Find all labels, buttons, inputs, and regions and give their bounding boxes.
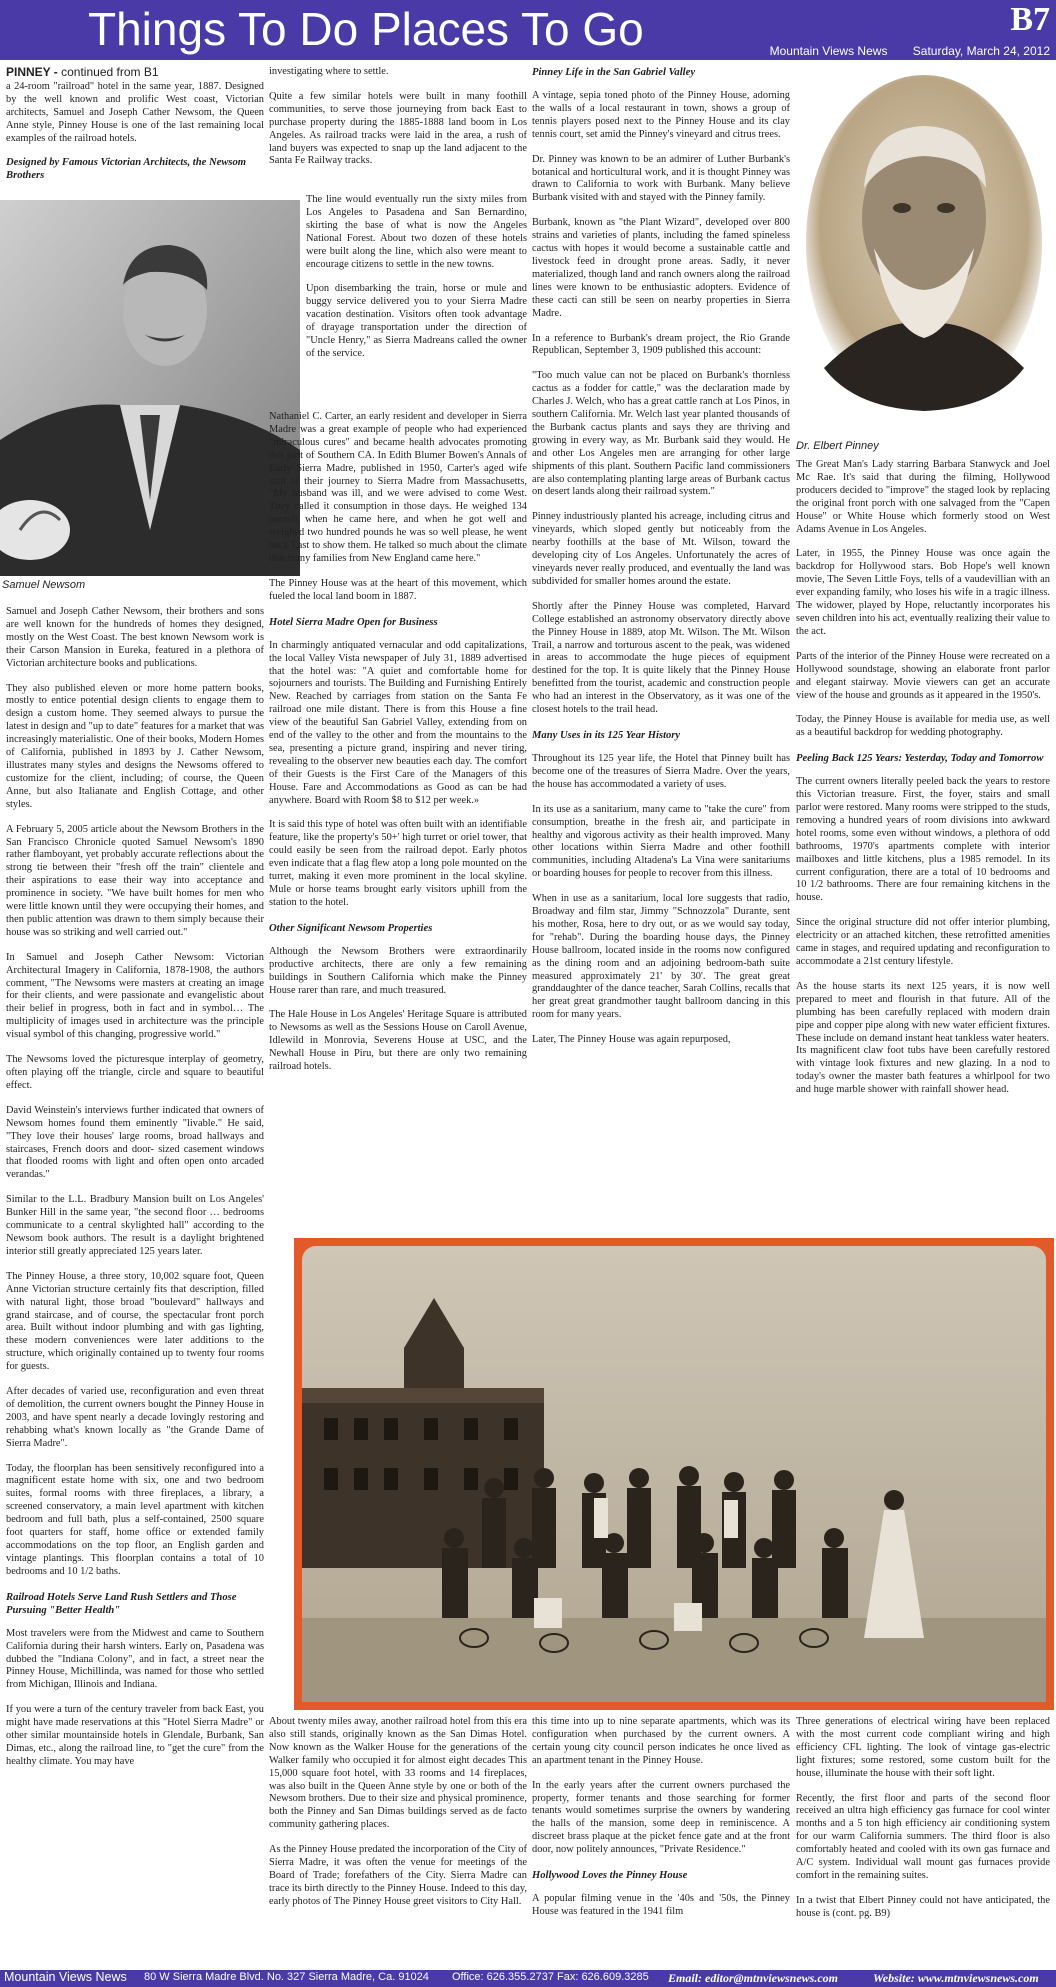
article-paragraph: Today, the Pinney House is available for media use, as well as a beautiful backdrop for wedding photography. [796, 714, 1050, 739]
article-paragraph: "Too much value can not be placed on Burbank's thornless cactus as a fodder for cattle," was the declaration made by Charles J. Welch, who has a great cattle ranch at Los Pinos, in southern California. Mr. Welch last year planted thousands of the Burbank cactus plants and says they are thriving and growing in every way, as Mr. Burbank said they would. He and other Los Angeles men are arranging for other large shipments of this plant. Southern Pacific land commissioners are also contemplating planting large areas of Burbank cactus on desert lands along their railroad system." [532, 370, 790, 498]
article-paragraph: Pinney industriously planted his acreage, including citrus and vineyards, which sloped gently but noticeably from the nearby foothills at the base of Mt. Wilson, toward the developing city of Los Angeles. Unfortunately the acres of vineyards never really produced, and eventually the land was subdivided for smaller homes around the estate. [532, 511, 790, 587]
article-paragraph: Its magnificent claw foot tubs have been carefully restored with vintage look fixtures and new glazing. In a nod to today's owner the master bath features a whirlpool for two and huge marble shower with rainfall shower head. [796, 1045, 1050, 1096]
footer-address: 80 W Sierra Madre Blvd. No. 327 Sierra Madre, Ca. 91024 [144, 1971, 429, 1983]
article-paragraph: As the house starts its next 125 years, it is now well prepared to meet and flourish in that future. All of the plumbing has been carefully replaced with modern drain pipe and copper pipe along with new water efficient fixtures. These include on demand instant heat tankless water heaters. [796, 980, 1050, 1044]
subheading: Railroad Hotels Serve Land Rush Settlers and Those Pursuing "Better Health" [6, 1591, 237, 1616]
article-paragraph: The current owners literally peeled back the years to restore this Victorian treasure. First, the foyer, stairs and small parlor were restored. Many rooms were stripped to the studs, removing a hundred years of room divisions into awkward hotel rooms, some even without windows, a plethora of odd bathrooms, 1970's apartments complete with interior mailboxes and little kitchens, plus a 1985 remodel. In its current configuration, there are a total of 10 bedrooms and 10 1/2 bathrooms. There are four remaining kitchens in the house. [796, 776, 1050, 904]
article-paragraph: investigating where to settle. [269, 66, 389, 77]
page-label: B7 [1010, 1, 1050, 38]
publication-name: Mountain Views News [769, 44, 888, 58]
article-paragraph: In a reference to Burbank's dream project, the Rio Grande Republican, September 3, 1909 published this account: [532, 332, 790, 357]
photo-caption: Samuel Newsom [2, 579, 86, 591]
article-paragraph: Most travelers were from the Midwest and came to Southern California during their harsh winters. Early on, Pasadena was dubbed the "Indiana Colony", and in fact, a street near the Pinney House, Michillinda, was named for those who settled from Michigan, Illinois and Indiana. [6, 1627, 264, 1691]
issue-date: Saturday, March 24, 2012 [912, 44, 1050, 58]
footer-bar [0, 1970, 1056, 1987]
article-paragraph: a 24-room "railroad" hotel in the same year, 1887. Designed by the well known and prolific West coast, Victorian architects, Samuel and Joseph Cather Newsom, the Queen Anne style, Pinney House is one of the last remaining local examples of the railroad hotels. [6, 80, 264, 144]
article-paragraph: Shortly after the Pinney House was completed, Harvard College established an astronomy observatory directly above the Pinney House in 1889, atop Mt. Wilson. The Mt. Wilson Trail, a narrow and torturous ascent to the peak, was widened in areas to accommodate the huge pieces of equipment destined for the top. It is quite likely that the Pinney House benefitted from the tourist, academic and construction people who had an interest in the Observatory, as it was one of the closest hotels to the trail head. [532, 600, 790, 716]
article-paragraph: The line would eventually run the sixty miles from Los Angeles to Pasadena and San Bernardino, skirting the base of what is now the Angeles National Forest. About two dozen of these hotels were built along the line, which also were meant to encourage citizens to settle in the new towns. [306, 194, 527, 270]
article-paragraph: They also published eleven or more home pattern books, mostly to entice potential design clients to engage them to design a custom home. They seemed always to pursue the latest in design and "up to date" features for a market that was increasingly materialistic. One of their books, Modern Homes of California, published in 1893 by J. Cather Newsom, illustrates many styles and designs the Newsoms offered to customize for the client, including; of course, the Queen Anne, but also Italianate and English Cottage, and other styles. [6, 682, 264, 810]
masthead-subline [748, 44, 1050, 58]
article-paragraph: Today, the floorplan has been sensitively reconfigured into a magnificent estate home with six, one and two bedroom suites, formal rooms with three fireplaces, a library, a screened conservatory, a main level apartment with kitchen bedroom and full bath, plus a self-contained, 2500 square foot quarters for staff, home office or extended family accommodations on the top floor, an English garden and vintage plantings. This floorplan contains a total of 10 bedrooms and 10 1/2 baths. [6, 1462, 264, 1577]
column-2-main [269, 411, 527, 1235]
article-paragraph: In the early years after the current owners purchased the property, former tenants and those searching for former tenants would sometimes surprise the owners by wandering the halls of the mansion, some deep in reminiscence. A discreet brass plaque at the picket fence gate and at the front door, now politely announces, "Private Residence." [532, 1779, 790, 1856]
article-paragraph: In a twist that Elbert Pinney could not have anticipated, the house is (cont. pg. B9) [796, 1894, 1050, 1919]
column-2-narrow [306, 194, 527, 428]
article-paragraph: A popular filming venue in the '40s and '50s, the Pinney House was featured in the 1941 film [532, 1893, 790, 1917]
footer-publication: Mountain Views News [4, 1970, 127, 1984]
column-3-main [532, 66, 790, 1234]
column-4-bottom [796, 1716, 1050, 1966]
footer-email[interactable]: Email: editor@mtnviewsnews.com [668, 1971, 838, 1985]
article-paragraph: It is said this type of hotel was often built with an identifiable feature, like the property's 50+' high turret or oriel tower, that could easily be seen from the railroad depot. Early photos even indicate that a flag flew atop a long pole mounted on the turret, making it even more prominent in the local skyline. Mule or horse teams brought early visitors uphill from the station to the hotel. [269, 819, 527, 908]
column-4-main [796, 459, 1050, 1235]
article-paragraph: If you were a turn of the century traveler from back East, you might have made reservations at this "Hotel Sierra Madre" or other similar mountainside hotels in Glendale, Burbank, San Dimas, etc., along the railroad line, to "get the cure" from the healthy climate. You may have [6, 1704, 264, 1767]
article-paragraph: Dr. Pinney was known to be an admirer of Luther Burbank's botanical and horticultural work, and it is thought Pinney was drawn to California to work with Burbank. Many believe Burbank visited with and stayed with the Pinney family. [532, 153, 790, 204]
column-2-bottom [269, 1716, 527, 1966]
subheading: Peeling Back 125 Years: Yesterday, Today and Tomorrow [796, 753, 1044, 765]
article-paragraph: Samuel and Joseph Cather Newsom, their brothers and sons are well known for the hundreds of homes they designed, mostly on the West Coast. The best known Newsom work is their Carson Mansion in Eureka, featured in a plethora of Victorian architecture books and publications. [6, 606, 264, 669]
article-paragraph: Burbank, known as "the Plant Wizard", developed over 800 strains and varieties of plants, including the famed spineless cactus with hopes it would become a sustainable cattle and livestock feed in drought prone areas. Sadly, it never materialized, though land and ranch owners along the railroad lines were known to be enthusiastic adopters. Evidence of these cacti can still be seen on nearby properties in Sierra Madre. [532, 217, 790, 319]
article-paragraph: The Great Man's Lady starring Barbara Stanwyck and Joel Mc Rae. It's said that during the filming, Hollywood producers decided to "improve" the staged look by replacing the original front porch with one salvaged from the "Capen House" or White House which formerly stood on West Adams Avenue in Los Angeles. [796, 459, 1050, 535]
subheading: Designed by Famous Victorian Architects, the Newsom Brothers [6, 157, 247, 182]
masthead [0, 0, 1056, 60]
pinney-house-group-photo [294, 1238, 1054, 1710]
article-paragraph: Three generations of electrical wiring have been replaced with the most current code compliant wiring and high efficiency CFL lighting. The look of vintage gas-electric light fixtures; some restored, some custom built for the house, illuminate the house with their soft light. [796, 1716, 1050, 1779]
article-paragraph: The Newsoms loved the picturesque interplay of geometry, often playing off the triangle, circle and square to beautiful effect. [6, 1054, 264, 1091]
article-paragraph: Since the original structure did not offer interior plumbing, electricity or an attached kitchen, these retrofitted amenities came in stages, and required updating and reconfiguration to accommodate a 21st century lifestyle. [796, 917, 1050, 967]
article-paragraph: Later, in 1955, the Pinney House was once again the backdrop for Hollywood stars. Bob Hope's well known movie, The Seven Little Foys, tells of a vaudevillian with an ever expanding family, who loses his wife in a tragic illness. The widower, played by Hope, reluctantly incorporates his seven children into his act, eventually realizing their value to the act. [796, 548, 1050, 637]
column-3-bottom [532, 1716, 790, 1966]
article-paragraph: A vintage, sepia toned photo of the Pinney House, adorning the walls of a local restaurant in town, shows a group of tennis players posed next to the Pinney House and its clay tennis court, set amid the Pinney's vineyard and citrus trees. [532, 90, 790, 140]
article-paragraph: The Hale House in Los Angeles' Heritage Square is attributed to Newsoms as well as the Sessions House on Caroll Avenue, Idlewild in Monrovia, Severens House at USC, and the Newhall House in Piru, but there are only two remaining railroad hotels. [269, 1009, 527, 1073]
article-paragraph: Similar to the L.L. Bradbury Mansion built on Los Angeles' Bunker Hill in the same year, "the second floor … bedrooms communicate to a central skylighted hall" according to the Newsom book authors. The result is a daylight brightened interior still greatly appreciated 125 years later. [6, 1194, 264, 1257]
column-1-bottom [6, 606, 264, 1966]
continuation-label: PINNEY - [6, 66, 62, 79]
article-paragraph: Quite a few similar hotels were built in many foothill communities, to serve those journeying from back East to purchase property during the 1885-1888 land boom in Los Angeles. As railroad tracks were laid in the area, a rush of land buyers was expected to snap up the land adjacent to the Santa Fe Railway tracks. [269, 90, 527, 167]
article-paragraph: Recently, the first floor and parts of the second floor received an ultra high efficiency gas furnace for cool winter months and a 5 ton high efficiency air conditioning system for our warm California summers. The third floor is also comfortably heated and cooled with its own gas furnace and A/C system. Individual wall mount gas furnaces provide comfort in the remaining suites. [796, 1792, 1050, 1881]
article-paragraph: About twenty miles away, another railroad hotel from this era also still stands, originally known as the San Dimas Hotel. Now known as the Walker House for the generations of the Walker family who occupied it for almost eight decades This 15,000 square foot hotel, with 33 rooms and 14 fireplaces, was also built in the Queen Anne style by one or both of the Newsom brothers. Due to their size and physical prominence, both the Pinney and San Dimas buildings served as de facto community gathering places. [269, 1716, 527, 1831]
subheading: Many Uses in its 125 Year History [532, 729, 681, 741]
subheading: Pinney Life in the San Gabriel Valley [532, 67, 696, 78]
samuel-newsom-photo [0, 200, 300, 576]
article-paragraph: Upon disembarking the train, horse or mule and buggy service delivered you to your Sierra Madre vacation destination. Visitors often took advantage of drayage transportation under the direction of "Uncle Henry," as Sierra Madreans called the owner of the service. [306, 283, 527, 359]
article-paragraph: A February 5, 2005 article about the Newsom Brothers in the San Francisco Chronicle quoted Samuel Newsom's 1890 rather flamboyant, yet probably accurate reflections about the strong tie between their "fresh off the train" clientele and their aspirations to ease their way into acceptance and prominence in society. "We have built homes for men who were little known until they were occupying their homes, and then public attention was drawn to them simply because their house was so striking and well carried out." [6, 823, 264, 938]
article-paragraph: When in use as a sanitarium, local lore suggests that radio, Broadway and film star, Jimmy "Schnozzola" Durante, sent his mother, Rosa, here to dry out, or as we would say today, for "rehab". During the boarding house days, the Pinney House ballroom, located inside in the rooms now configured as the dining room and an adjoining bedroom-bath suite measured approximately 21' by 30'. The great great granddaughter of the dance teacher, Sarah Collins, recalls that her great great grandmother taught ballroom dancing in this room for many years. [532, 893, 790, 1021]
article-paragraph: In charmingly antiquated vernacular and odd capitalizations, the local Valley Vista newspaper of July 31, 1889 advertised that the hotel was: "A quiet and comfortable home for sojourners and tourists. The Building and Furnishing Entirely New. Reached by carriages from station on the Santa Fe railroad one mile distant. There is from this House a fine view of the beautiful San Gabriel Valley, extending from on end of the valley to the other and from the mountains to the sea, presenting a picture grand, inspiring and never tiring, revealing to the observer new beauties each day. The comfort of their Guests is the First Care of the Managers of this House. Fare and Accommodations as Good as can be had anywhere. Board with Room $8 to $12 per week.» [269, 639, 527, 806]
photo-caption: Dr. Elbert Pinney [796, 440, 879, 452]
article-paragraph: In its use as a sanitarium, many came to "take the cure" from consumption, breathe in the fresh air, and participate in healthy and vigorous activity as their health improved. Many other locations within Sierra Madre and other foothill communities, including Altadena's La Vina were sanitariums or boarding houses for people to recover from this illness. [532, 803, 790, 880]
column-2-top [269, 66, 527, 214]
article-paragraph: Parts of the interior of the Pinney House were recreated on a Hollywood soundstage, showing an elaborate front parlor and elegant stairway. Movie viewers can get an accurate view of the house and grounds as it appeared in the 1950's. [796, 650, 1050, 701]
subheading: Other Significant Newsom Properties [269, 922, 433, 934]
article-paragraph: The Pinney House was at the heart of this movement, which fueled the local land boom in 1887. [269, 577, 527, 602]
article-paragraph: Later, The Pinney House was again repurposed, [532, 1034, 731, 1046]
footer-phone: Office: 626.355.2737 Fax: 626.609.3285 [452, 1971, 649, 1983]
subheading: Hotel Sierra Madre Open for Business [269, 616, 438, 628]
subheading: Hollywood Loves the Pinney House [532, 1870, 688, 1882]
article-paragraph: As the Pinney House predated the incorporation of the City of Sierra Madre, it was often the venue for meetings of the Board of Trade; forefathers of the City. Sierra Madre can trace its birth directly to the Pinney House. Indeed to this day, early photos of The Pinney House greet visitors to City Hall. [269, 1844, 527, 1907]
elbert-pinney-photo [794, 68, 1054, 432]
article-paragraph: this time into up to nine separate apartments, which was its configuration when purchased by the current owners. A certain young city council person indicates he once lived as an apartment tenant in the Pinney House. [532, 1716, 790, 1766]
section-title: Things To Do Places To Go [88, 3, 644, 55]
continuation-ref: continued from B1 [61, 66, 159, 79]
article-paragraph: The Pinney House, a three story, 10,002 square foot, Queen Anne Victorian structure certainly fits that description, filled with natural light, those broad "boulevard" hallways and grand staircase, and of course, the spectacular front porch area. Built without indoor plumbing and with gas lighting, these modern conveniences were later additions to the structure, which originally contained up to twenty four rooms for guests. [6, 1270, 264, 1373]
article-paragraph: Nathaniel C. Carter, an early resident and developer in Sierra Madre was a great example of people who had experienced "miraculous cures" and became health advocates promoting this part of Southern CA. In Edith Blumer Bowen's Annals of Early Sierra Madre, published in 1950, Carter's aged wife said of their journey to Sierra Madre from Massachusetts, "My husband was ill, and we were advised to come West. They called it consumption in those days. He weighed 134 pounds when he came here, and when he got well and weighed two hundred pounds he was so well please, he went back East to show them. He talked so much about the climate that many families from New England came here." [269, 411, 527, 564]
footer-website[interactable]: Website: www.mtnviewsnews.com [873, 1971, 1039, 1985]
article-paragraph: In Samuel and Joseph Cather Newsom: Victorian Architectural Imagery in California, 1878-1908, the authors comment, "The Newsoms were masters at creating an image for their clients, and were passionate and evangelistic about their belief in progress, both in fact and in symbol… The multiplicity of images used in architecture was the principle visual symbol of this changing, progressive world." [6, 951, 264, 1041]
column-1-top [6, 66, 264, 196]
article-paragraph: Although the Newsom Brothers were extraordinarily productive architects, there are only a few remaining buildings in Southern California which make the Pinney House rarer than rare, and much treasured. [269, 945, 527, 996]
article-paragraph: David Weinstein's interviews further indicated that owners of Newsom homes found them eminently "livable." He said, "They love their houses' large rooms, broad hallways and staircases, French doors and door- sized casement windows that flooded rooms with light and often open onto arcaded verandas." [6, 1104, 264, 1181]
article-paragraph: Throughout its 125 year life, the Hotel that Pinney built has become one of the treasures of Sierra Madre. Over the years, the house has accommodated a variety of uses. [532, 752, 790, 790]
article-paragraph: After decades of varied use, reconfiguration and even threat of demolition, the current owners bought the Pinney House in 2003, and have spent nearly a decade lovingly restoring and rehabbing what's known locally as "the Grande Dame of Sierra Madre". [6, 1386, 264, 1449]
